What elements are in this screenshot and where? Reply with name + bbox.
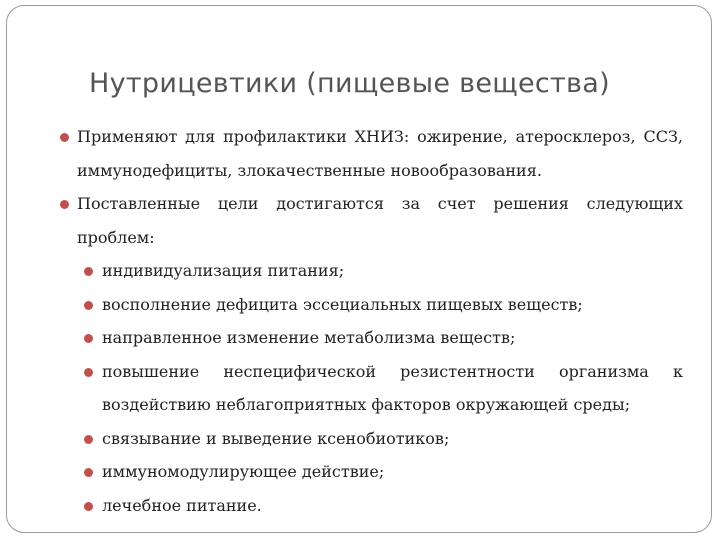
sub-bullet-text: повышение неспецифической резистентности организма к воздействию неблагоприятных факторов окружающей среды; xyxy=(102,361,683,414)
sub-bullet-item xyxy=(53,288,683,322)
bullet-icon xyxy=(60,200,69,209)
sub-bullet-item xyxy=(53,455,683,489)
sub-bullet-item xyxy=(53,489,683,523)
bullet-item xyxy=(53,187,683,254)
sub-bullet-item xyxy=(53,321,683,355)
bullet-icon xyxy=(84,301,93,310)
bullet-icon xyxy=(84,502,93,511)
bullet-icon xyxy=(84,435,93,444)
bullet-icon xyxy=(84,334,93,343)
sub-bullet-text: восполнение дефицита эссециальных пищевых веществ; xyxy=(102,294,583,314)
sub-bullet-item xyxy=(53,422,683,456)
sub-bullet-text: лечебное питание. xyxy=(102,495,262,515)
bullet-text: Применяют для профилактики ХНИЗ: ожирение, атеросклероз, ССЗ, иммунодефициты, злокачественные новообразования. xyxy=(77,127,683,180)
slide-title: Нутрицевтики (пищевые вещества) xyxy=(89,68,610,99)
bullet-icon xyxy=(60,133,69,142)
sub-bullet-text: связывание и выведение ксенобиотиков; xyxy=(102,428,450,448)
bullet-list xyxy=(53,120,683,522)
sub-bullet-text: иммуномодулирующее действие; xyxy=(102,462,385,481)
sub-bullet-item xyxy=(53,254,683,288)
bullet-icon xyxy=(84,267,93,276)
sub-bullet-text: индивидуализация питания; xyxy=(102,261,345,280)
bullet-text: Поставленные цели достигаются за счет решения следующих проблем: xyxy=(77,194,683,247)
slide-frame xyxy=(6,5,712,533)
bullet-item xyxy=(53,120,683,187)
sub-bullet-item xyxy=(53,355,683,422)
bullet-icon xyxy=(84,368,93,377)
sub-bullet-text: направленное изменение метаболизма веществ; xyxy=(102,328,516,347)
bullet-icon xyxy=(84,468,93,477)
